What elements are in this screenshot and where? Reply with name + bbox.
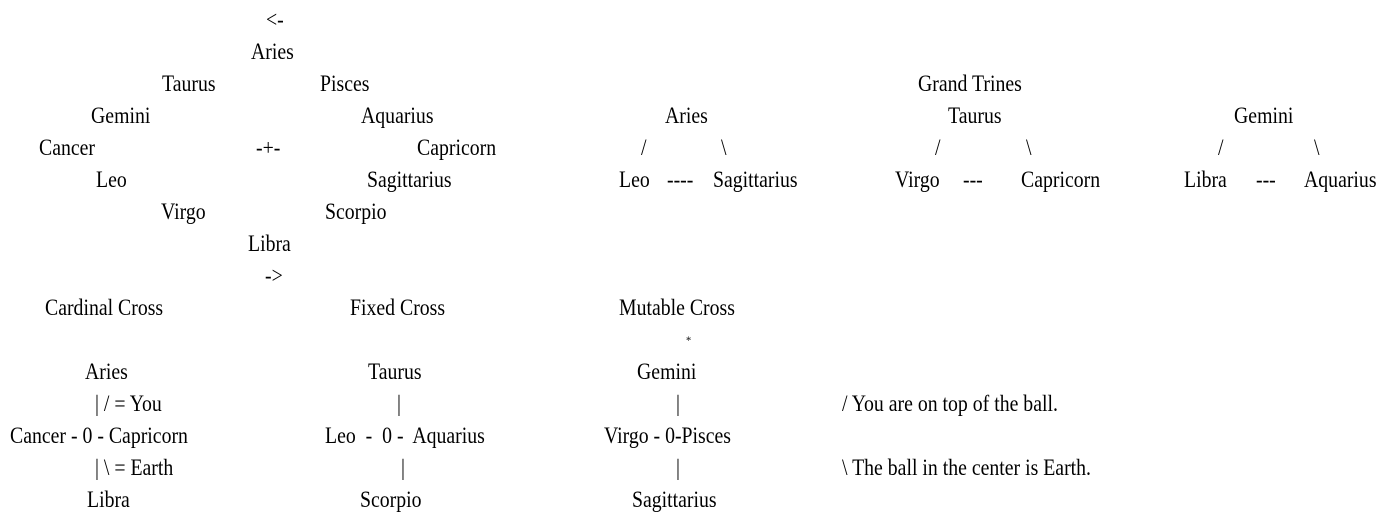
- trine-fire-right: Sagittarius: [713, 167, 798, 192]
- mutable-cross-title: Mutable Cross: [619, 295, 735, 320]
- wheel-aries: Aries: [251, 39, 294, 64]
- trine-fire-connector: ----: [667, 167, 694, 192]
- mutable-cross-bottom: Sagittarius: [632, 487, 717, 512]
- mutable-cross-middle: Virgo - 0-Pisces: [604, 423, 732, 448]
- trine-fire-right-slash: \: [721, 135, 727, 160]
- cardinal-cross-upper-line: | / = You: [95, 391, 162, 416]
- wheel-virgo: Virgo: [161, 199, 206, 224]
- cardinal-cross-title: Cardinal Cross: [45, 295, 164, 320]
- wheel-aquarius: Aquarius: [361, 103, 434, 128]
- trine-earth-left-slash: /: [935, 135, 941, 160]
- grand-trines-title: Grand Trines: [918, 71, 1022, 96]
- fixed-cross-lower-line: |: [401, 455, 405, 480]
- wheel-taurus: Taurus: [162, 71, 216, 96]
- legend-you-note: / You are on top of the ball.: [842, 391, 1058, 416]
- trine-air-top: Gemini: [1234, 103, 1294, 128]
- wheel-gemini: Gemini: [91, 103, 151, 128]
- wheel-leo: Leo: [96, 167, 127, 192]
- wheel-scorpio: Scorpio: [325, 199, 387, 224]
- wheel-arrow-top: <-: [266, 7, 284, 32]
- wheel-cancer: Cancer: [39, 135, 96, 160]
- trine-fire-top: Aries: [665, 103, 708, 128]
- mutable-cross-lower-line: |: [676, 455, 680, 480]
- trine-air-right-slash: \: [1314, 135, 1320, 160]
- cardinal-cross-bottom: Libra: [87, 487, 130, 512]
- trine-fire-left: Leo: [619, 167, 650, 192]
- wheel-center: -+-: [256, 135, 281, 160]
- legend-earth-note: \ The ball in the center is Earth.: [842, 455, 1092, 480]
- trine-earth-right-slash: \: [1026, 135, 1032, 160]
- fixed-cross-upper-line: |: [397, 391, 401, 416]
- wheel-libra: Libra: [248, 231, 291, 256]
- trine-air-left-slash: /: [1218, 135, 1224, 160]
- star-icon: *: [686, 333, 692, 347]
- fixed-cross-top: Taurus: [368, 359, 422, 384]
- wheel-sagittarius: Sagittarius: [367, 167, 452, 192]
- cardinal-cross-top: Aries: [85, 359, 128, 384]
- trine-fire-left-slash: /: [641, 135, 647, 160]
- cardinal-cross-lower-line: | \ = Earth: [95, 455, 174, 480]
- fixed-cross-middle: Leo - 0 - Aquarius: [325, 423, 485, 448]
- trine-air-left: Libra: [1184, 167, 1227, 192]
- trine-earth-right: Capricorn: [1021, 167, 1101, 192]
- trine-earth-connector: ---: [963, 167, 983, 192]
- mutable-cross-upper-line: |: [676, 391, 680, 416]
- trine-earth-left: Virgo: [895, 167, 940, 192]
- cardinal-cross-middle: Cancer - 0 - Capricorn: [10, 423, 188, 448]
- trine-air-connector: ---: [1256, 167, 1276, 192]
- fixed-cross-title: Fixed Cross: [350, 295, 446, 320]
- wheel-arrow-bottom: ->: [265, 263, 283, 288]
- trine-earth-top: Taurus: [948, 103, 1002, 128]
- fixed-cross-bottom: Scorpio: [360, 487, 422, 512]
- mutable-cross-top: Gemini: [637, 359, 697, 384]
- wheel-capricorn: Capricorn: [417, 135, 497, 160]
- wheel-pisces: Pisces: [320, 71, 370, 96]
- trine-air-right: Aquarius: [1304, 167, 1377, 192]
